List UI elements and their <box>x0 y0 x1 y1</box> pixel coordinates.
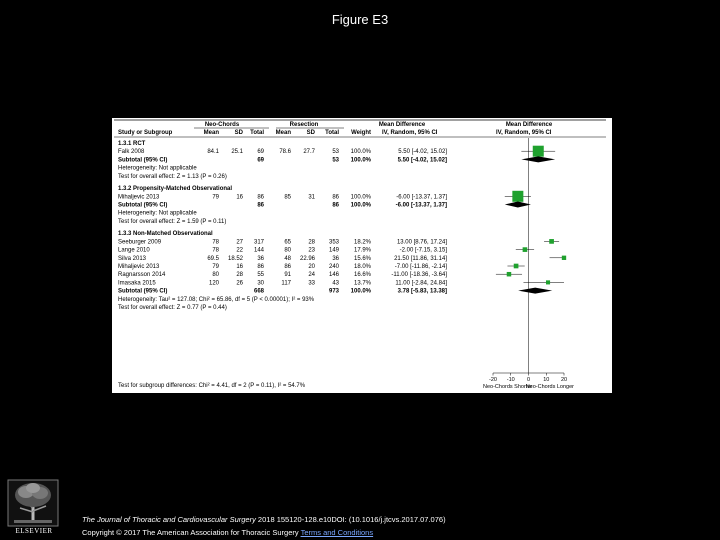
column-header: Weight <box>351 130 371 136</box>
header-group-md-table: Mean Difference <box>378 122 426 128</box>
neo-total: 144 <box>253 247 264 254</box>
journal-name: The Journal of Thoracic and Cardiovascular Surgery <box>82 515 256 524</box>
neo-total: 86 <box>257 194 264 201</box>
citation <box>82 515 446 524</box>
study-weight: 17.9% <box>353 247 371 254</box>
study-ci: -11.00 [-18.36, -3.64] <box>391 272 447 279</box>
study-square <box>507 272 511 276</box>
res-total: 36 <box>332 255 339 262</box>
overall-effect-text: Test for overall effect: Z = 0.77 (P = 0.44) <box>118 305 227 311</box>
study-ci: 11.00 [-2.84, 24.84] <box>395 280 447 287</box>
study-ci: 5.50 [-4.02, 15.02] <box>398 149 447 156</box>
subtotal-neo-total: 69 <box>257 157 264 164</box>
x-tick-label: 10 <box>543 377 550 383</box>
subtotal-ci: -6.00 [-13.37, 1.37] <box>395 202 447 209</box>
tree-icon <box>6 478 60 528</box>
subtotal-neo-total: 668 <box>253 288 264 295</box>
res-mean: 85 <box>284 194 291 201</box>
res-sd: 22.96 <box>299 255 315 262</box>
subgroup-label: 1.3.3 Non-Matched Observational <box>118 231 213 238</box>
res-total: 43 <box>332 280 339 287</box>
study-square <box>562 256 566 260</box>
neo-mean: 120 <box>208 280 219 287</box>
study-ci: 21.50 [11.86, 31.14] <box>394 255 447 262</box>
study-square <box>546 280 550 284</box>
neo-sd: 16 <box>236 194 243 201</box>
subtotal-ci: 3.78 [-5.83, 13.38] <box>397 288 447 295</box>
x-label-left: Neo-Chords Shorter <box>483 384 533 390</box>
neo-mean: 78 <box>212 247 219 254</box>
column-header: IV, Random, 95% CI <box>382 130 438 136</box>
neo-total: 55 <box>257 272 264 279</box>
subgroup-label: 1.3.2 Propensity-Matched Observational <box>118 186 233 193</box>
neo-sd: 26 <box>236 280 243 287</box>
overall-effect-text: Test for overall effect: Z = 1.59 (P = 0.11) <box>118 218 227 225</box>
subtotal-diamond <box>521 156 555 162</box>
neo-total: 36 <box>257 255 264 262</box>
study-name: Imasaka 2015 <box>118 280 156 287</box>
res-sd: 27.7 <box>303 149 315 156</box>
study-ci: -6.00 [-13.37, 1.37] <box>396 194 447 201</box>
study-name: Seeburger 2009 <box>118 239 162 246</box>
res-mean: 117 <box>281 280 291 287</box>
column-header: SD <box>234 130 243 136</box>
study-weight: 16.6% <box>353 272 371 279</box>
neo-total: 317 <box>253 239 264 246</box>
study-weight: 18.0% <box>353 264 371 270</box>
heterogeneity-text: Heterogeneity: Not applicable <box>118 165 197 172</box>
res-mean: 78.6 <box>279 149 291 156</box>
study-square <box>512 191 523 202</box>
header-group-resection: Resection <box>289 122 319 128</box>
subtotal-weight: 100.0% <box>350 288 371 295</box>
study-weight: 18.2% <box>353 239 371 246</box>
res-mean: 80 <box>284 247 291 254</box>
neo-sd: 22 <box>236 247 243 254</box>
neo-mean: 80 <box>212 272 219 279</box>
subtotal-neo-total: 86 <box>257 202 264 209</box>
x-tick-label: 0 <box>526 377 531 383</box>
subtotal-res-total: 973 <box>328 288 339 295</box>
x-label-right: Neo-Chords Longer <box>525 384 574 390</box>
study-name: Lange 2010 <box>118 247 150 254</box>
res-sd: 24 <box>308 272 315 279</box>
x-tick-label: -10 <box>506 377 515 383</box>
subtotal-res-total: 86 <box>332 202 339 209</box>
study-name: Falk 2008 <box>118 149 145 156</box>
subtotal-label: Subtotal (95% CI) <box>118 202 168 209</box>
citation-details: 2018 155120-128.e10DOI: (10.1016/j.jtcvs.2017.07.076) <box>255 515 446 524</box>
x-tick-label: -20 <box>489 377 497 383</box>
neo-sd: 25.1 <box>231 149 243 156</box>
column-header: Study or Subgroup <box>118 130 173 136</box>
copyright-line <box>82 528 373 537</box>
forest-plot <box>112 118 612 393</box>
study-weight: 100.0% <box>350 149 371 156</box>
neo-mean: 78 <box>212 239 219 246</box>
res-total: 86 <box>332 194 339 201</box>
terms-link[interactable]: Terms and Conditions <box>300 528 374 537</box>
column-header: Mean <box>275 130 291 136</box>
neo-sd: 28 <box>236 272 243 279</box>
study-square <box>549 239 554 244</box>
study-square <box>523 247 528 252</box>
study-ci: -7.00 [-11.86, -2.14] <box>394 264 447 270</box>
subtotal-diamond <box>518 288 552 294</box>
study-name: Mihaljevic 2013 <box>118 264 160 270</box>
subtotal-weight: 100.0% <box>350 202 371 209</box>
res-mean: 48 <box>284 255 291 262</box>
heterogeneity-text: Heterogeneity: Tau² = 127.08; Chi² = 65.86, df = 5 (P < 0.00001); I² = 93% <box>118 296 315 303</box>
study-name: Silva 2013 <box>118 255 147 262</box>
neo-sd: 18.52 <box>227 255 243 262</box>
column-header: Total <box>325 130 339 136</box>
column-header: SD <box>306 130 315 136</box>
res-mean: 91 <box>284 272 291 279</box>
subtotal-weight: 100.0% <box>350 157 371 164</box>
overall-effect-text: Test for overall effect: Z = 1.13 (P = 0.26) <box>118 173 227 180</box>
neo-total: 30 <box>257 280 264 287</box>
neo-total: 69 <box>257 149 264 156</box>
neo-mean: 79 <box>212 264 219 270</box>
heterogeneity-text: Heterogeneity: Not applicable <box>118 210 197 217</box>
res-sd: 28 <box>308 239 315 246</box>
study-name: Mihaljevic 2013 <box>118 194 160 201</box>
subgroup-label: 1.3.1 RCT <box>118 141 146 147</box>
neo-total: 86 <box>257 264 264 270</box>
study-square <box>533 146 544 157</box>
column-header: IV, Random, 95% CI <box>496 130 552 136</box>
header-group-md-plot: Mean Difference <box>505 122 553 128</box>
subgroup-differences-text: Test for subgroup differences: Chi² = 4.41, df = 2 (P = 0.11), I² = 54.7% <box>118 383 306 389</box>
header-group-neo-chords: Neo-Chords <box>204 122 240 128</box>
res-sd: 23 <box>308 247 315 254</box>
res-total: 240 <box>328 264 339 270</box>
study-weight: 13.7% <box>353 280 371 287</box>
neo-mean: 84.1 <box>207 149 219 156</box>
study-weight: 15.6% <box>353 255 371 262</box>
res-total: 149 <box>328 247 339 254</box>
study-weight: 100.0% <box>350 194 371 201</box>
column-header: Total <box>250 130 264 136</box>
study-name: Ragnarsson 2014 <box>118 272 166 279</box>
res-sd: 33 <box>308 280 315 287</box>
subtotal-label: Subtotal (95% CI) <box>118 288 168 295</box>
neo-sd: 27 <box>236 239 243 246</box>
forest-plot-figure <box>112 118 612 393</box>
publisher-name: ELSEVIER <box>15 527 53 535</box>
subtotal-label: Subtotal (95% CI) <box>118 157 168 164</box>
res-mean: 86 <box>284 264 291 270</box>
res-sd: 20 <box>308 264 315 270</box>
res-total: 146 <box>328 272 339 279</box>
study-ci: -2.00 [-7.15, 3.15] <box>399 247 447 254</box>
column-header: Mean <box>203 130 219 136</box>
study-square <box>514 264 519 269</box>
neo-sd: 16 <box>236 264 243 270</box>
study-ci: 13.00 [8.76, 17.24] <box>396 239 447 246</box>
subtotal-res-total: 53 <box>332 157 339 164</box>
res-total: 353 <box>328 239 339 246</box>
neo-mean: 79 <box>212 194 219 201</box>
slide-title: Figure E3 <box>331 12 389 27</box>
x-tick-label: 20 <box>560 377 568 383</box>
subtotal-diamond <box>505 202 531 208</box>
subtotal-ci: 5.50 [-4.02, 15.02] <box>397 157 447 164</box>
res-sd: 31 <box>308 194 315 201</box>
neo-mean: 69.5 <box>207 255 219 262</box>
res-total: 53 <box>332 149 339 156</box>
res-mean: 65 <box>284 239 291 246</box>
copyright-text: Copyright © 2017 The American Association for Thoracic Surgery <box>82 528 301 537</box>
